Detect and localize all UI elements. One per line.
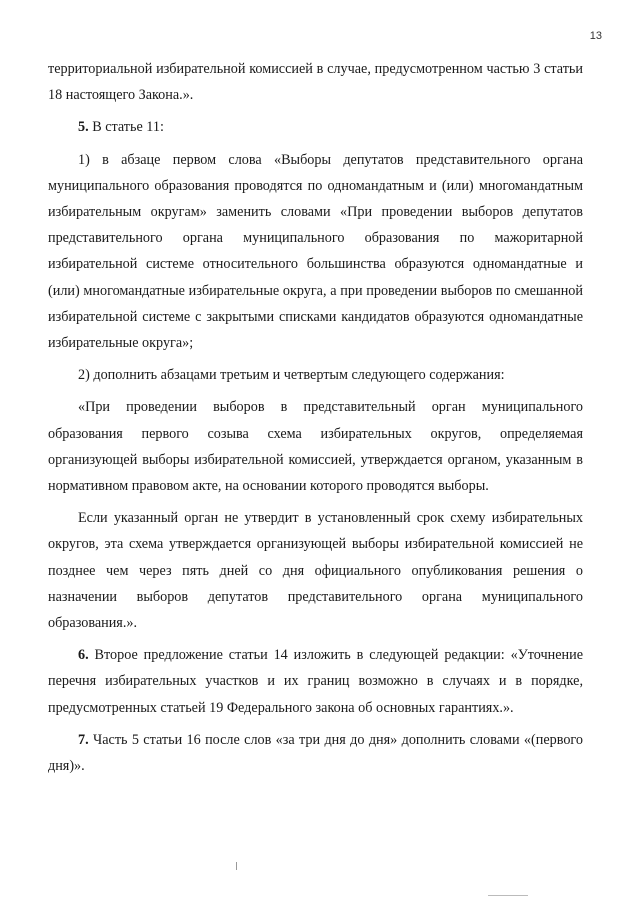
paragraph-subitem-1: 1) в абзаце первом слова «Выборы депутатов представительного органа муниципального образования проводятся по одномандатным и (или) многомандатным избирательным округам» заменить словами «При проведении выборов депутатов представительного органа муниципального образования по мажоритарной избирательной системе относительного большинства образуются одномандатные и (или) многомандатные избирательные округа, а при проведении выборов по смешанной избирательной системе с закрытыми списками кандидатов образуются одномандатные избирательные округа»; xyxy=(48,151,583,352)
document-body xyxy=(48,56,583,779)
item-number: 6. xyxy=(78,647,89,664)
paragraph-subitem-2: 2) дополнить абзацами третьим и четвертым следующего содержания: xyxy=(78,367,505,384)
item-number: 7. xyxy=(78,731,89,748)
item-number: 5. xyxy=(78,119,89,136)
paragraph-continuation: территориальной избирательной комиссией в случае, предусмотренном частью 3 статьи 18 настоящего Закона.». xyxy=(48,61,583,104)
page-number: 13 xyxy=(589,30,602,42)
paragraph-item-6: 6. Второе предложение статьи 14 изложить в следующей редакции: «Уточнение перечня избирательных участков и их границ возможно в случаях и в порядке, предусмотренных статьей 19 Федерального закона об основных гарантиях.». xyxy=(48,647,583,716)
scan-mark xyxy=(236,862,237,870)
paragraph-item-5: 5. В статье 11: xyxy=(78,119,164,136)
paragraph-quote-1: «При проведении выборов в представительный орган муниципального образования первого созыва схема избирательных округов, определяемая организующей выборы избирательной комиссией, утверждается органом, указанным в нормативном правовом акте, на основании которого проводятся выборы. xyxy=(48,399,583,495)
paragraph-item-7: 7. Часть 5 статьи 16 после слов «за три дня до дня» дополнить словами «(первого дня)». xyxy=(48,731,583,775)
paragraph-quote-2: Если указанный орган не утвердит в установленный срок схему избирательных округов, эта схема утверждается организующей выборы избирательной комиссией не позднее чем через пять дней со дня официального опубликования решения о назначении выборов депутатов представительного органа муниципального образования.». xyxy=(48,510,583,632)
scan-mark xyxy=(488,895,528,896)
